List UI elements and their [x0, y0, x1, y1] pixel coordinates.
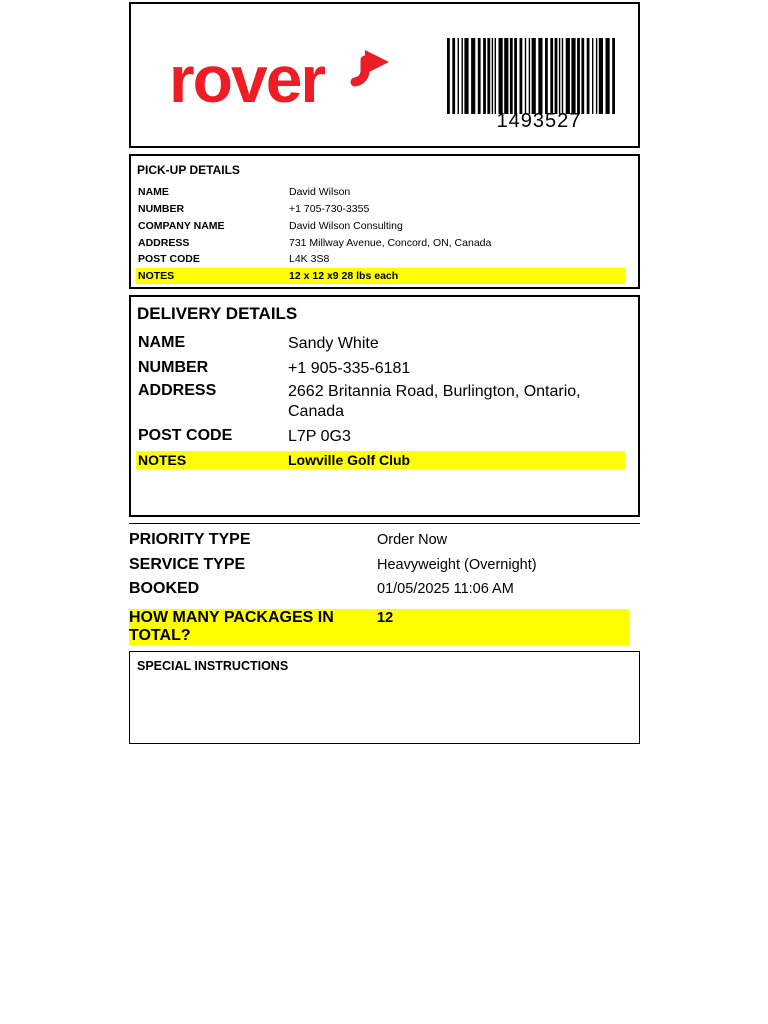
delivery-value: Sandy White	[288, 335, 379, 352]
delivery-details-section	[129, 295, 640, 517]
pickup-row-postcode	[136, 251, 625, 267]
pickup-row-notes	[136, 268, 625, 284]
special-instructions-title: SPECIAL INSTRUCTIONS	[137, 659, 289, 673]
summary-label: HOW MANY PACKAGES IN TOTAL?	[129, 609, 334, 644]
pickup-label: NAME	[138, 186, 169, 198]
delivery-value: L7P 0G3	[288, 428, 351, 445]
label-header	[129, 2, 640, 148]
pickup-value: David Wilson	[289, 186, 351, 198]
pickup-value: 12 x 12 x9 28 lbs each	[289, 270, 399, 282]
barcode-number: 1493527	[496, 110, 582, 132]
pickup-value: +1 705-730-3355	[289, 203, 370, 215]
delivery-label: POST CODE	[138, 427, 233, 444]
pickup-row-address	[136, 235, 625, 251]
pickup-row-company	[136, 218, 625, 234]
summary-label: PRIORITY TYPE	[129, 531, 251, 548]
delivery-row-notes	[136, 451, 625, 469]
pickup-label: POST CODE	[138, 253, 200, 265]
pickup-label: NOTES	[138, 270, 175, 282]
pickup-value: David Wilson Consulting	[289, 220, 403, 232]
delivery-label: NAME	[138, 334, 186, 351]
summary-value: Heavyweight (Overnight)	[377, 557, 537, 573]
svg-text:rover: rover	[169, 46, 325, 110]
delivery-label: ADDRESS	[138, 382, 217, 399]
barcode	[445, 38, 617, 114]
summary-value: 12	[377, 610, 394, 626]
pickup-value: 731 Millway Avenue, Concord, ON, Canada	[289, 237, 492, 249]
pickup-value: L4K 3S8	[289, 253, 330, 265]
summary-row-packages	[129, 609, 629, 645]
summary-value: 01/05/2025 11:06 AM	[377, 581, 514, 597]
summary-value: Order Now	[377, 532, 448, 548]
summary-label: BOOKED	[129, 580, 200, 597]
pickup-row-number	[136, 201, 625, 217]
pickup-label: COMPANY NAME	[138, 220, 225, 232]
delivery-title: DELIVERY DETAILS	[137, 304, 298, 323]
delivery-value: Lowville Golf Club	[288, 452, 411, 468]
rover-logo	[169, 46, 399, 110]
summary-label: SERVICE TYPE	[129, 556, 246, 573]
pickup-details-section	[129, 154, 640, 289]
special-instructions-section	[129, 651, 640, 744]
delivery-value: 2662 Britannia Road, Burlington, Ontario, Canada	[288, 383, 581, 420]
pickup-label: NUMBER	[138, 203, 185, 215]
delivery-value: +1 905-335-6181	[288, 360, 411, 377]
pickup-row-name	[136, 184, 625, 200]
delivery-label: NOTES	[138, 452, 187, 468]
pickup-label: ADDRESS	[138, 237, 190, 249]
pickup-title: PICK-UP DETAILS	[137, 163, 240, 177]
section-divider	[129, 523, 640, 524]
delivery-label: NUMBER	[138, 359, 209, 376]
